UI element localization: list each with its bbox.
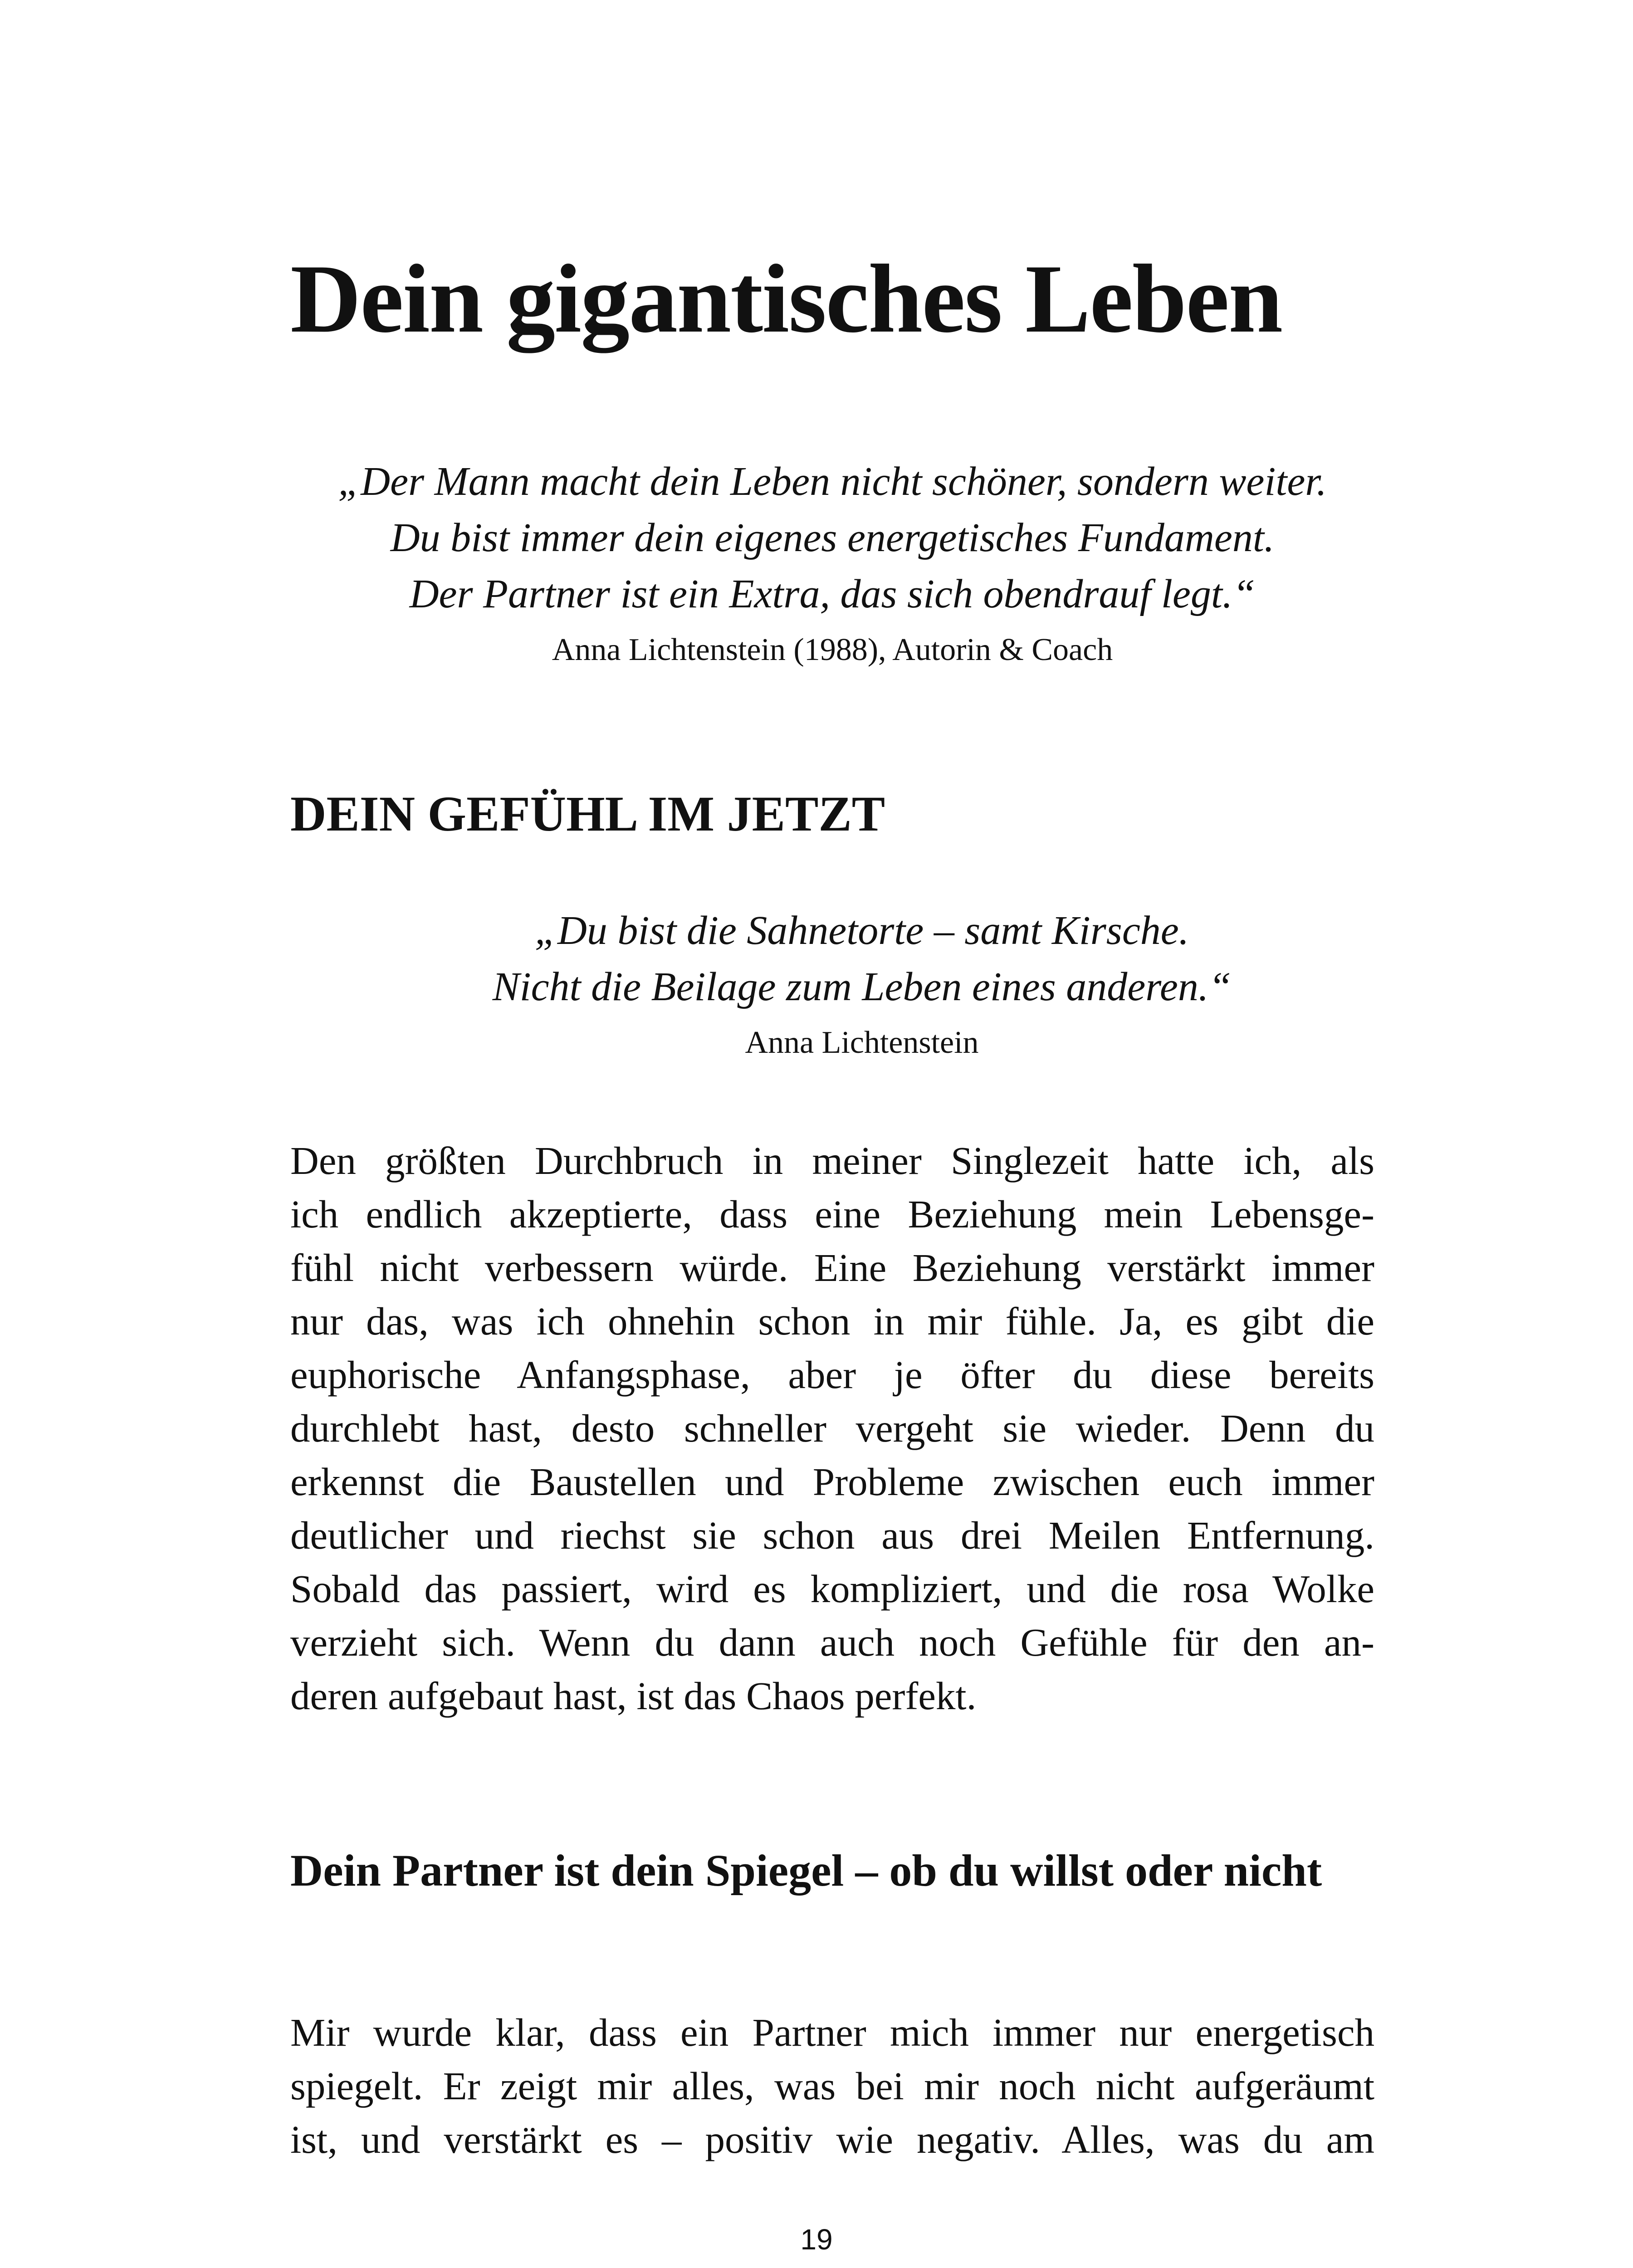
text-line: nur das, was ich ohnehin schon in mir fühle. Ja, es gibt die	[290, 1299, 1374, 1343]
section-heading: DEIN GEFÜHL IM JETZT	[290, 786, 885, 841]
body-paragraph	[290, 1134, 1374, 1723]
section-epigraph	[454, 903, 1270, 1068]
text-line: Den größten Durchbruch in meiner Singlezeit hatte ich, als	[290, 1139, 1374, 1183]
text-line: fühl nicht verbessern würde. Eine Beziehung verstärkt immer	[290, 1246, 1374, 1290]
text-line: erkennst die Baustellen und Probleme zwischen euch immer	[290, 1460, 1374, 1504]
text-line: verzieht sich. Wenn du dann auch noch Gefühle für den an-	[290, 1620, 1374, 1664]
text-line: euphorische Anfangsphase, aber je öfter du diese bereits	[290, 1353, 1374, 1397]
epigraph-author: Anna Lichtenstein (1988), Autorin & Coach	[552, 632, 1113, 667]
sub-heading: Dein Partner ist dein Spiegel – ob du willst oder nicht	[290, 1845, 1322, 1896]
page-number: 19	[800, 2223, 833, 2256]
text-line: spiegelt. Er zeigt mir alles, was bei mir noch nicht aufgeräumt	[290, 2064, 1374, 2108]
epigraph-line: Der Partner ist ein Extra, das sich obendrauf legt.“	[409, 572, 1256, 616]
epigraph-line: „Du bist die Sahnetorte – samt Kirsche.	[534, 908, 1189, 953]
chapter-title: Dein gigantisches Leben	[290, 244, 1282, 353]
text-line: ist, und verstärkt es – positiv wie negativ. Alles, was du am	[290, 2117, 1374, 2161]
chapter-epigraph	[290, 454, 1374, 675]
epigraph-line: Du bist immer dein eigenes energetisches Fundament.	[390, 515, 1275, 560]
text-line: Sobald das passiert, wird es kompliziert, und die rosa Wolke	[290, 1567, 1374, 1611]
text-line: ich endlich akzeptierte, dass eine Beziehung mein Lebensge-	[290, 1192, 1374, 1236]
text-line: Mir wurde klar, dass ein Partner mich immer nur energetisch	[290, 2010, 1374, 2054]
epigraph-line: Nicht die Beilage zum Leben eines anderen.“	[492, 964, 1232, 1009]
body-paragraph	[290, 2006, 1374, 2166]
text-line: deutlicher und riechst sie schon aus drei Meilen Entfernung.	[290, 1513, 1374, 1557]
text-line: deren aufgebaut hast, ist das Chaos perfekt.	[290, 1674, 977, 1718]
text-line: durchlebt hast, desto schneller vergeht sie wieder. Denn du	[290, 1406, 1374, 1450]
epigraph-author: Anna Lichtenstein	[745, 1025, 979, 1060]
epigraph-line: „Der Mann macht dein Leben nicht schöner, sondern weiter.	[338, 459, 1327, 504]
